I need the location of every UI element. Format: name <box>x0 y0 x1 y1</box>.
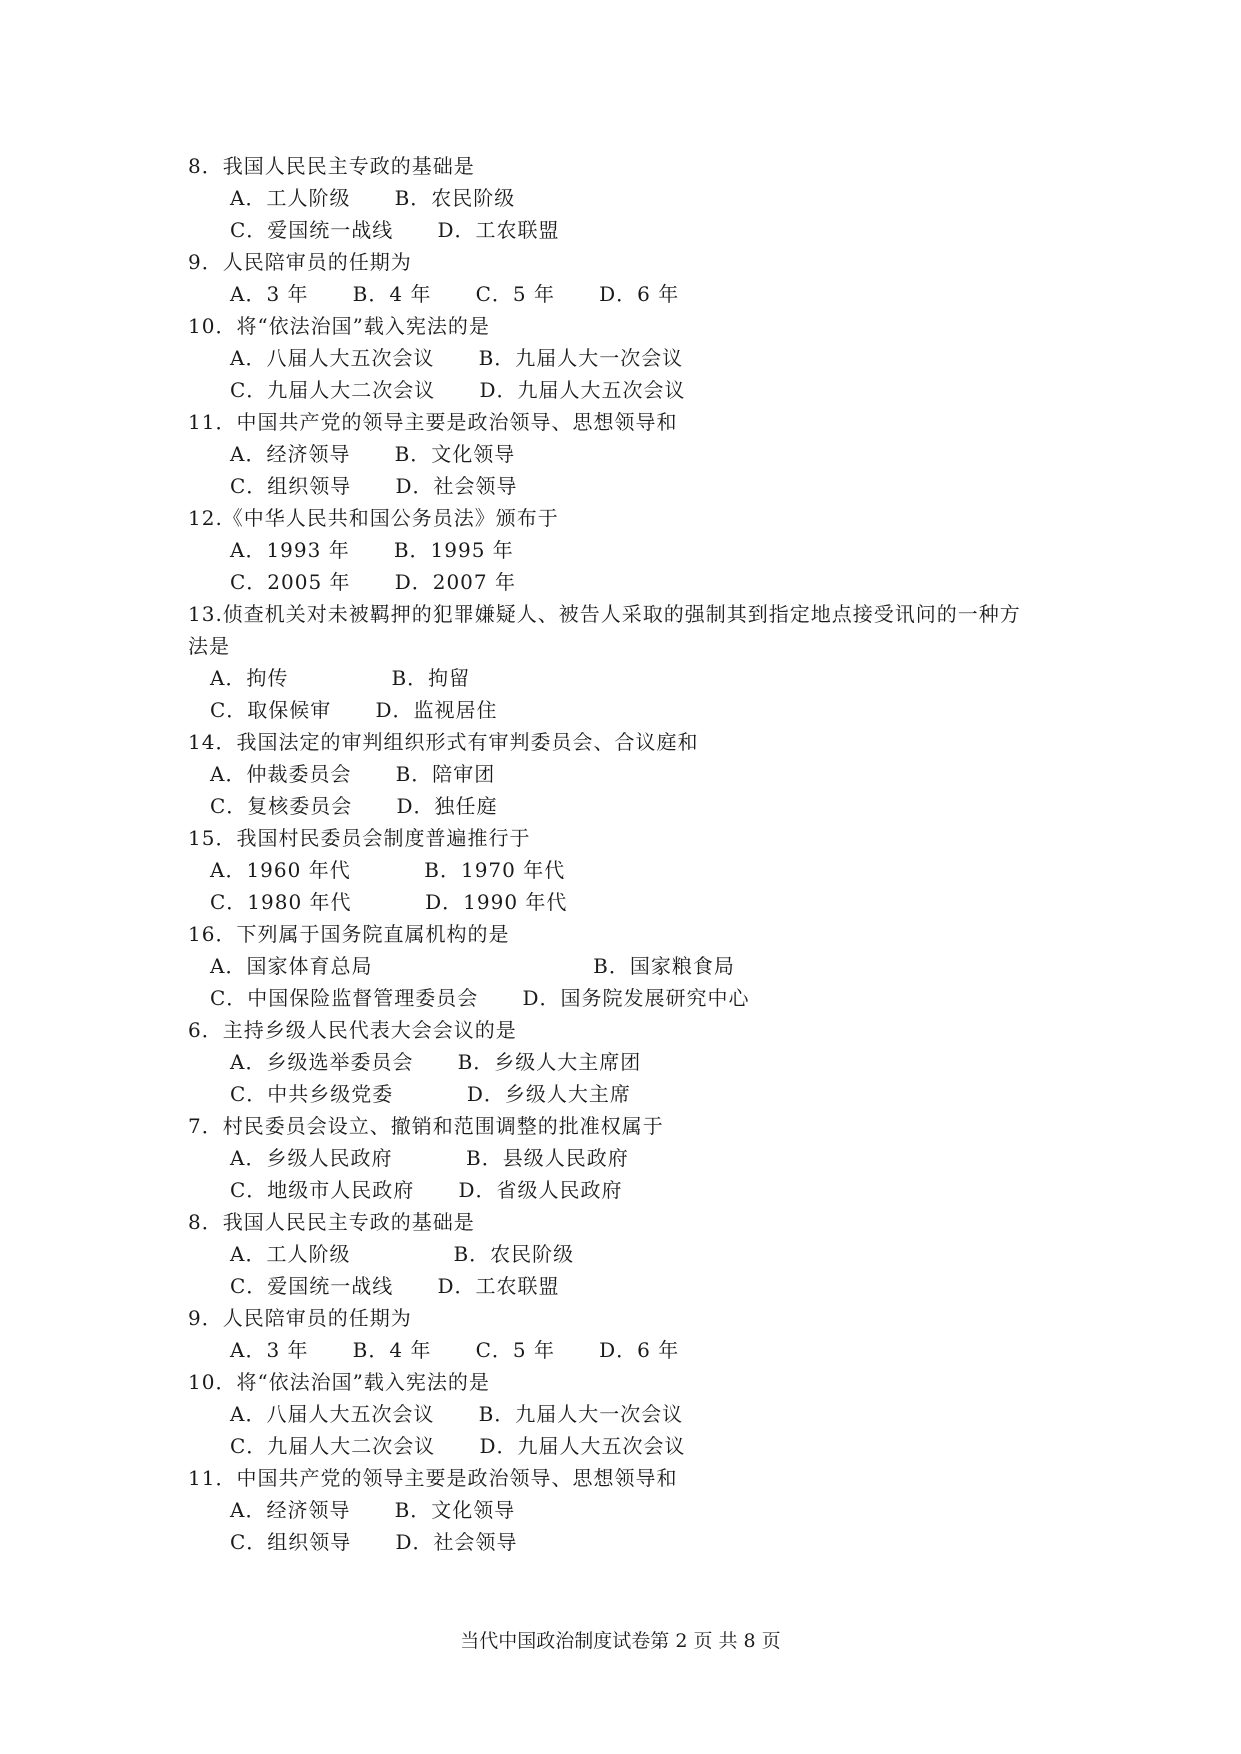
question-12-options-cd: C．2005 年 D．2007 年 <box>230 570 516 594</box>
question-13-options-cd: C．取保候审 D．监视居住 <box>210 698 498 722</box>
question-7-stem: 7．村民委员会设立、撤销和范围调整的批准权属于 <box>188 1114 664 1138</box>
question-12-stem: 12.《中华人民共和国公务员法》颁布于 <box>188 506 559 530</box>
question-10b-options-ab: A．八届人大五次会议 B．九届人大一次会议 <box>230 1402 684 1426</box>
question-9-options: A．3 年 B．4 年 C．5 年 D．6 年 <box>230 282 680 306</box>
question-16-options-cd: C．中国保险监督管理委员会 D．国务院发展研究中心 <box>210 986 750 1010</box>
question-7-options-ab: A．乡级人民政府 B．县级人民政府 <box>230 1146 629 1170</box>
question-14-options-cd: C．复核委员会 D．独任庭 <box>210 794 498 818</box>
question-14-stem: 14．我国法定的审判组织形式有审判委员会、合议庭和 <box>188 730 699 754</box>
question-15-options-ab: A．1960 年代 B．1970 年代 <box>210 858 566 882</box>
question-10-stem: 10．将“依法治国”载入宪法的是 <box>188 314 490 338</box>
question-13-stem: 13.侦查机关对未被羁押的犯罪嫌疑人、被告人采取的强制其到指定地点接受讯问的一种方 <box>188 602 1021 626</box>
question-8-stem: 8．我国人民民主专政的基础是 <box>188 154 475 178</box>
question-13-stem-cont: 法是 <box>188 634 230 658</box>
question-6-stem: 6．主持乡级人民代表大会会议的是 <box>188 1018 517 1042</box>
question-15-stem: 15．我国村民委员会制度普遍推行于 <box>188 826 531 850</box>
question-8b-options-ab: A．工人阶级 B．农民阶级 <box>230 1242 575 1266</box>
question-12-options-ab: A．1993 年 B．1995 年 <box>230 538 514 562</box>
question-10-options-cd: C．九届人大二次会议 D．九届人大五次会议 <box>230 378 686 402</box>
question-6-options-ab: A．乡级选举委员会 B．乡级人大主席团 <box>230 1050 642 1074</box>
question-9-stem: 9．人民陪审员的任期为 <box>188 250 412 274</box>
question-10b-stem: 10．将“依法治国”载入宪法的是 <box>188 1370 490 1394</box>
question-11b-stem: 11．中国共产党的领导主要是政治领导、思想领导和 <box>188 1466 678 1490</box>
question-8-options-ab: A．工人阶级 B．农民阶级 <box>230 186 516 210</box>
question-13-options-ab: A．拘传 B．拘留 <box>210 666 471 690</box>
question-11-options-ab: A．经济领导 B．文化领导 <box>230 442 516 466</box>
question-10-options-ab: A．八届人大五次会议 B．九届人大一次会议 <box>230 346 684 370</box>
question-11-stem: 11．中国共产党的领导主要是政治领导、思想领导和 <box>188 410 678 434</box>
question-11b-options-cd: C．组织领导 D．社会领导 <box>230 1530 518 1554</box>
question-7-options-cd: C．地级市人民政府 D．省级人民政府 <box>230 1178 623 1202</box>
question-8b-options-cd: C．爱国统一战线 D．工农联盟 <box>230 1274 560 1298</box>
question-9b-options: A．3 年 B．4 年 C．5 年 D．6 年 <box>230 1338 680 1362</box>
question-15-options-cd: C．1980 年代 D．1990 年代 <box>210 890 568 914</box>
question-11-options-cd: C．组织领导 D．社会领导 <box>230 474 518 498</box>
question-16-stem: 16．下列属于国务院直属机构的是 <box>188 922 510 946</box>
question-6-options-cd: C．中共乡级党委 D．乡级人大主席 <box>230 1082 631 1106</box>
question-10b-options-cd: C．九届人大二次会议 D．九届人大五次会议 <box>230 1434 686 1458</box>
page-footer: 当代中国政治制度试卷第 2 页 共 8 页 <box>460 1630 781 1652</box>
question-9b-stem: 9．人民陪审员的任期为 <box>188 1306 412 1330</box>
question-11b-options-ab: A．经济领导 B．文化领导 <box>230 1498 516 1522</box>
question-14-options-ab: A．仲裁委员会 B．陪审团 <box>210 762 496 786</box>
question-8-options-cd: C．爱国统一战线 D．工农联盟 <box>230 218 560 242</box>
question-8b-stem: 8．我国人民民主专政的基础是 <box>188 1210 475 1234</box>
question-16-options-ab: A．国家体育总局 B．国家粮食局 <box>210 954 735 978</box>
